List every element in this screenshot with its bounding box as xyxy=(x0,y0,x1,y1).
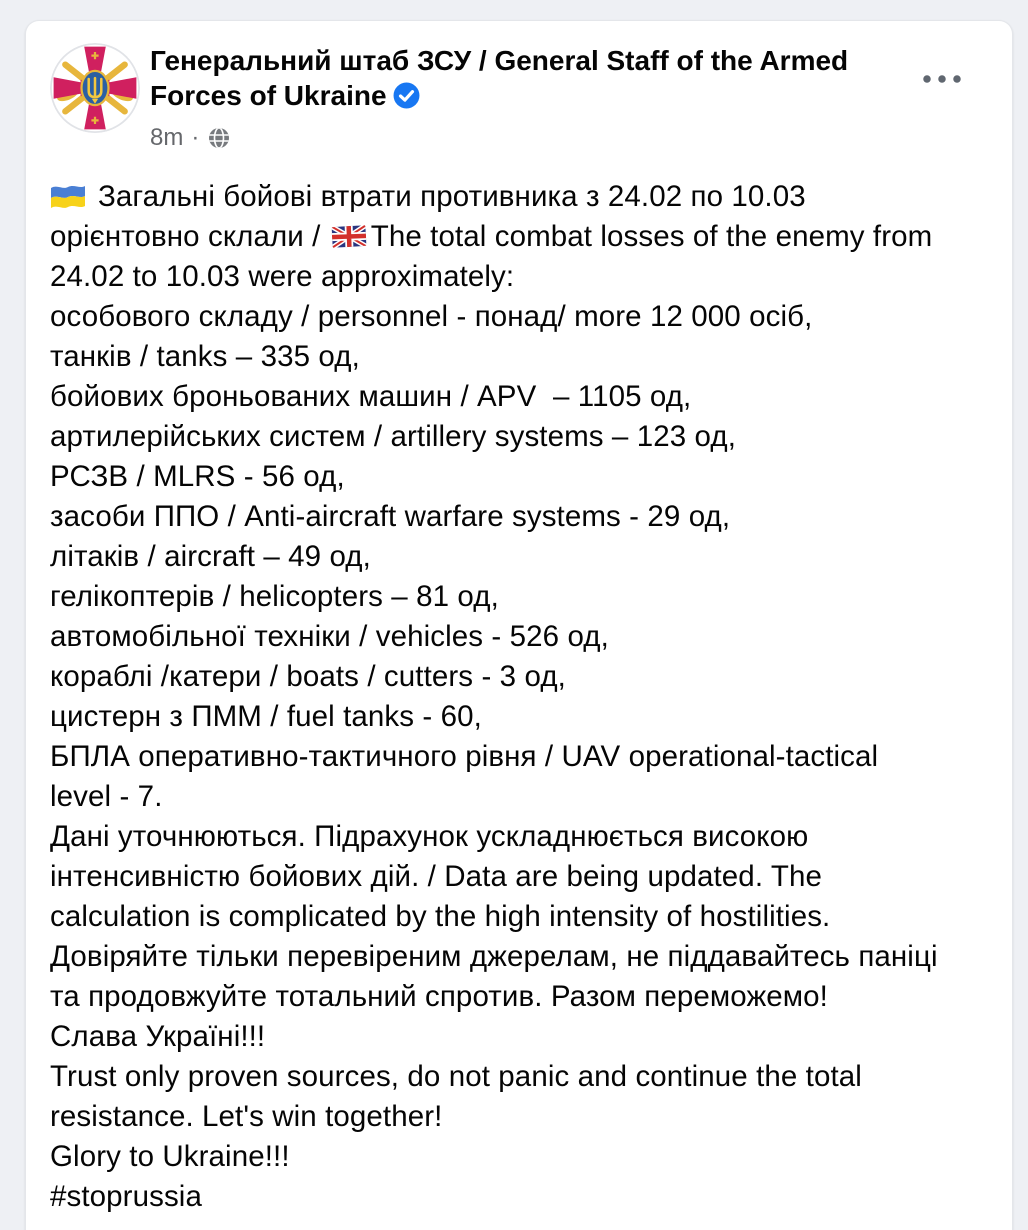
post-header xyxy=(26,21,1012,152)
avatar[interactable] xyxy=(50,43,140,133)
post-text-line-2 xyxy=(50,217,988,257)
post-text-line: Дані уточнюються. Підрахунок ускладнюється високою xyxy=(50,820,809,853)
hashtag-link[interactable]: #stoprussia xyxy=(50,1180,202,1213)
general-staff-emblem-icon xyxy=(50,43,140,133)
post-text-lines xyxy=(50,257,988,1177)
header-text xyxy=(150,43,922,152)
post-text-line: цистерн з ПММ / fuel tanks - 60, xyxy=(50,700,482,733)
post-text-line: кораблі /катери / boats / cutters - 3 од, xyxy=(50,660,566,693)
post-card xyxy=(25,20,1013,1230)
more-options-button[interactable] xyxy=(916,59,968,99)
timestamp: 8m xyxy=(150,124,184,151)
post-text-line-1-label: Загальні бойові втрати противника з 24.02 по 10.03 xyxy=(98,180,806,213)
globe-public-icon xyxy=(207,126,231,150)
post-text-line: 24.02 to 10.03 were approximately: xyxy=(50,260,515,293)
ellipsis-icon xyxy=(922,74,962,84)
post-text-line: літаків / aircraft – 49 од, xyxy=(50,540,371,573)
post-text-line: інтенсивністю бойових дій. / Data are being updated. The xyxy=(50,860,823,893)
post-text-line: resistance. Let's win together! xyxy=(50,1100,443,1133)
timestamp-row[interactable] xyxy=(150,124,922,152)
post-text-line: Trust only proven sources, do not panic and continue the total xyxy=(50,1060,862,1093)
post-text-line: level - 7. xyxy=(50,780,163,813)
verified-badge-icon xyxy=(393,82,420,109)
post-text-line: Glory to Ukraine!!! xyxy=(50,1140,290,1173)
post-text-line-1 xyxy=(50,177,988,217)
post-text-line: гелікоптерів / helicopters – 81 од, xyxy=(50,580,499,613)
author-name-label: Генеральний штаб ЗСУ / General Staff of the Armed Forces of Ukraine xyxy=(150,45,849,111)
post-text-line: артилерійських систем / artillery systems – 123 од, xyxy=(50,420,737,453)
post-text-line: РСЗВ / MLRS - 56 од, xyxy=(50,460,345,493)
ukraine-flag-icon xyxy=(50,181,86,209)
post-text-line: автомобільної техніки / vehicles - 526 од, xyxy=(50,620,609,653)
uk-flag-icon xyxy=(331,221,367,249)
post-text-line: особового складу / personnel - понад/ more 12 000 осіб, xyxy=(50,300,813,333)
post-text-line: Слава Україні!!! xyxy=(50,1020,266,1053)
post-text-line: БПЛА оперативно-тактичного рівня / UAV operational-tactical xyxy=(50,740,879,773)
post-text-line: бойових броньованих машин / APV – 1105 од, xyxy=(50,380,692,413)
post-text-line: Довіряйте тільки перевіреним джерелам, не піддавайтесь паніці xyxy=(50,940,938,973)
post-text-line-2-before: орієнтовно склали / xyxy=(50,220,329,253)
post-text-line: засоби ППО / Anti-aircraft warfare systems - 29 од, xyxy=(50,500,731,533)
post-text-line: calculation is complicated by the high intensity of hostilities. xyxy=(50,900,831,933)
post-text xyxy=(26,177,1012,1217)
post-text-line: танків / tanks – 335 од, xyxy=(50,340,360,373)
timestamp-separator: · xyxy=(191,124,200,151)
post-text-line: та продовжуйте тотальний спротив. Разом переможемо! xyxy=(50,980,828,1013)
post-text-line-2-after: The total combat losses of the enemy from xyxy=(370,220,933,253)
author-name[interactable] xyxy=(150,43,922,113)
